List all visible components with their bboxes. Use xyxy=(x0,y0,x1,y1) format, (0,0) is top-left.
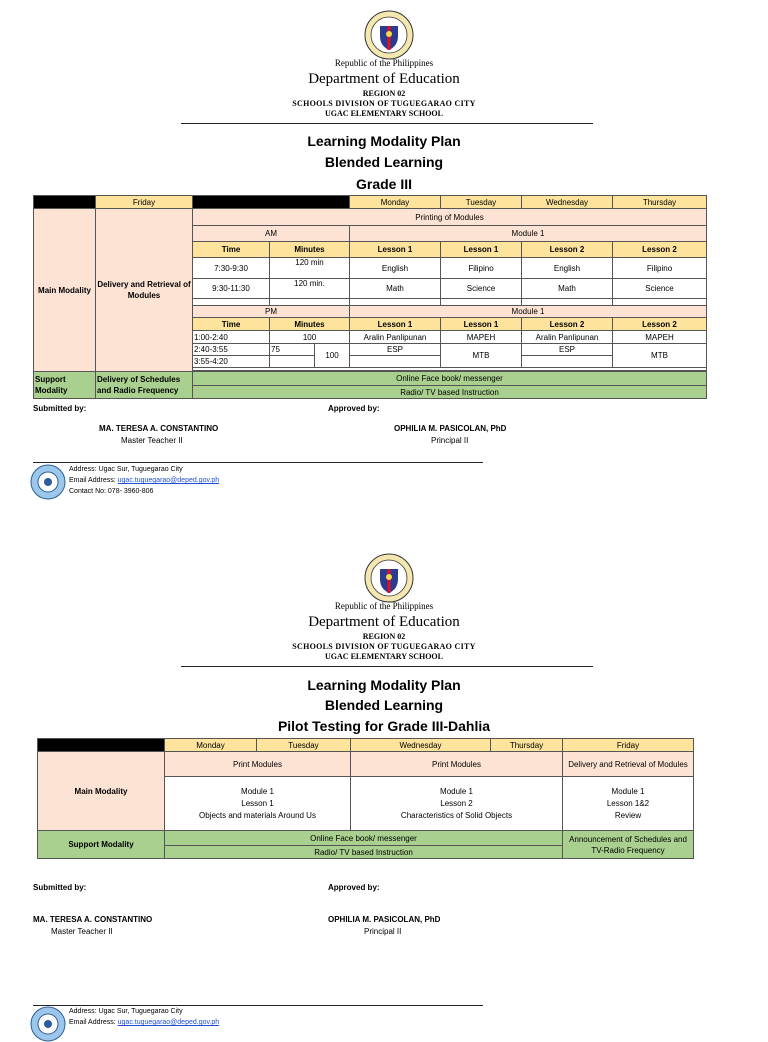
subject-cell: Math xyxy=(350,279,441,299)
time-cell: 2:40-3:55 xyxy=(193,344,270,356)
region-text: REGION 02 xyxy=(362,89,406,98)
submitted-label: Submitted by: xyxy=(33,883,87,892)
time-cell: 3:55-4:20 xyxy=(193,356,270,368)
footer-email-label: Email Address: xyxy=(69,1019,118,1026)
lesson-header: Lesson 2 xyxy=(522,318,613,331)
print-modules-label: Print Modules xyxy=(351,752,563,777)
principal-role: Principal II xyxy=(431,436,469,445)
day-header: Wednesday xyxy=(522,196,613,209)
page2-grade: Pilot Testing for Grade III-Dahlia xyxy=(277,718,491,734)
am-label: AM xyxy=(193,226,350,242)
footer-email-link[interactable]: ugac.tuguegarao@deped.gov.ph xyxy=(117,1019,220,1026)
teacher-role: Master Teacher II xyxy=(121,436,183,445)
footer-address: Address: Ugac Sur, Tuguegarao City xyxy=(69,466,183,473)
module-label: Module 1 xyxy=(350,226,707,242)
lesson-block xyxy=(563,777,694,831)
lesson-header: Lesson 2 xyxy=(613,242,707,258)
department-text: Department of Education xyxy=(308,71,460,87)
lesson-line: Lesson 1 xyxy=(241,798,274,808)
republic-text: Republic of the Philippines xyxy=(334,601,434,611)
day-header: Monday xyxy=(350,196,441,209)
subject-cell: English xyxy=(350,258,441,279)
minutes-cell: 120 min. xyxy=(270,279,350,299)
print-modules-label: Print Modules xyxy=(165,752,351,777)
footer-address: Address: Ugac Sur, Tuguegarao City xyxy=(69,1008,183,1015)
day-header: Friday xyxy=(96,196,193,209)
approved-label: Approved by: xyxy=(328,883,380,892)
pm-label: PM xyxy=(193,306,350,318)
minutes-cell: 120 min xyxy=(270,258,350,279)
modality-plan-table-2 xyxy=(37,738,694,859)
support-delivery-label: Delivery of Schedules and Radio Frequency xyxy=(96,372,193,399)
lesson-header: Lesson 1 xyxy=(441,242,522,258)
principal-name: OPHILIA M. PASICOLAN, PhD xyxy=(328,915,441,924)
subject-cell: English xyxy=(522,258,613,279)
online-label: Online Face book/ messenger xyxy=(193,372,707,386)
spacer-cell xyxy=(350,356,441,368)
minutes-header: Minutes xyxy=(270,242,350,258)
spacer-cell xyxy=(270,299,350,306)
day-header: Monday xyxy=(165,739,257,752)
online-label: Online Face book/ messenger xyxy=(165,831,563,846)
announcement-label: Announcement of Schedules and TV-Radio Frequency xyxy=(563,831,694,859)
spacer-cell xyxy=(193,299,270,306)
printing-label: Printing of Modules xyxy=(193,209,707,226)
day-header: Thursday xyxy=(613,196,707,209)
header-divider xyxy=(181,666,593,667)
subject-cell: Aralin Panlipunan xyxy=(522,331,613,344)
subject-cell: MAPEH xyxy=(613,331,707,344)
division-text: SCHOOLS DIVISION OF TUGUEGARAO CITY xyxy=(292,99,476,108)
spacer-cell xyxy=(350,299,441,306)
principal-role: Principal II xyxy=(364,927,402,936)
corner-cell xyxy=(38,739,165,752)
main-modality-label: Main Modality xyxy=(38,752,165,831)
teacher-name: MA. TERESA A. CONSTANTINO xyxy=(33,915,153,924)
module-line: Module 1 xyxy=(241,786,274,796)
subject-cell: Filipino xyxy=(613,258,707,279)
radio-label: Radio/ TV based Instruction xyxy=(165,846,563,859)
footer-email-link[interactable]: ugac.tuguegarao@deped.gov.ph xyxy=(117,477,220,484)
support-modality-label: Support Modality xyxy=(38,831,165,859)
submitted-label: Submitted by: xyxy=(33,404,87,413)
topic-line: Objects and materials Around Us xyxy=(199,810,316,820)
time-header: Time xyxy=(193,242,270,258)
school-logo-icon xyxy=(30,1006,66,1042)
subject-cell: Aralin Panlipunan xyxy=(350,331,441,344)
time-cell: 7:30-9:30 xyxy=(193,258,270,279)
module-label: Module 1 xyxy=(350,306,707,318)
day-header: Tuesday xyxy=(257,739,351,752)
subject-cell: Math xyxy=(522,279,613,299)
region-text: REGION 02 xyxy=(362,632,406,641)
footer-divider xyxy=(33,462,483,463)
minutes-cell: 100 xyxy=(270,331,350,344)
corner-cell xyxy=(34,196,96,209)
footer-email-row xyxy=(69,475,219,486)
page1-grade: Grade III xyxy=(355,176,413,192)
day-header: Wednesday xyxy=(351,739,491,752)
delivery-label: Delivery and Retrieval of Modules xyxy=(96,209,193,372)
lesson-line: Lesson 2 xyxy=(440,798,473,808)
page1-title: Learning Modality Plan xyxy=(307,133,461,149)
page2-subtitle: Blended Learning xyxy=(324,697,444,713)
department-text: Department of Education xyxy=(308,614,460,630)
friday-delivery-label: Delivery and Retrieval of Modules xyxy=(563,752,694,777)
subject-cell: Filipino xyxy=(441,258,522,279)
subject-cell: MTB xyxy=(613,344,707,368)
principal-name: OPHILIA M. PASICOLAN, PhD xyxy=(394,424,507,433)
lesson-header: Lesson 1 xyxy=(350,318,441,331)
lesson-header: Lesson 2 xyxy=(522,242,613,258)
lesson-header: Lesson 1 xyxy=(441,318,522,331)
approved-label: Approved by: xyxy=(328,404,380,413)
footer-contact: Contact No: 078- 3960-806 xyxy=(69,488,154,495)
subject-cell: ESP xyxy=(522,344,613,356)
school-logo-icon xyxy=(30,464,66,500)
lesson-line: Lesson 1&2 xyxy=(606,798,650,808)
modality-plan-table-1 xyxy=(33,195,707,399)
spacer-cell xyxy=(522,356,613,368)
module-line: Module 1 xyxy=(440,786,473,796)
header-divider xyxy=(181,123,593,124)
topic-line: Review xyxy=(614,810,642,820)
spacer-cell xyxy=(270,356,315,368)
school-text: UGAC ELEMENTARY SCHOOL xyxy=(325,109,443,118)
topic-line: Characteristics of Solid Objects xyxy=(400,810,513,820)
blank-header xyxy=(193,196,350,209)
subject-cell: MAPEH xyxy=(441,331,522,344)
subject-cell: Science xyxy=(441,279,522,299)
subject-cell: MTB xyxy=(441,344,522,368)
deped-seal-icon xyxy=(364,10,414,60)
minutes-cell: 75 xyxy=(270,344,315,356)
module-line: Module 1 xyxy=(611,786,645,796)
main-modality-label: Main Modality xyxy=(34,209,96,372)
day-header: Thursday xyxy=(491,739,563,752)
republic-text: Republic of the Philippines xyxy=(334,58,434,68)
radio-label: Radio/ TV based Instruction xyxy=(193,386,707,399)
lesson-block xyxy=(165,777,351,831)
deped-seal-icon xyxy=(364,553,414,603)
footer-email-label: Email Address: xyxy=(69,477,118,484)
subject-cell: ESP xyxy=(350,344,441,356)
footer-email-row xyxy=(69,1017,219,1028)
time-cell: 1:00-2:40 xyxy=(193,331,270,344)
page1-subtitle: Blended Learning xyxy=(324,154,444,170)
page2-title: Learning Modality Plan xyxy=(307,677,461,693)
day-header: Friday xyxy=(563,739,694,752)
minutes-total-cell: 100 xyxy=(315,344,350,368)
lesson-header: Lesson 2 xyxy=(613,318,707,331)
division-text: SCHOOLS DIVISION OF TUGUEGARAO CITY xyxy=(292,642,476,651)
lesson-block xyxy=(351,777,563,831)
spacer-cell xyxy=(613,299,707,306)
lesson-header: Lesson 1 xyxy=(350,242,441,258)
spacer-cell xyxy=(522,299,613,306)
day-header: Tuesday xyxy=(441,196,522,209)
teacher-name: MA. TERESA A. CONSTANTINO xyxy=(99,424,219,433)
minutes-header: Minutes xyxy=(270,318,350,331)
support-modality-label: Support Modality xyxy=(34,372,96,399)
spacer-cell xyxy=(441,299,522,306)
time-cell: 9:30-11:30 xyxy=(193,279,270,299)
time-header: Time xyxy=(193,318,270,331)
teacher-role: Master Teacher II xyxy=(51,927,113,936)
school-text: UGAC ELEMENTARY SCHOOL xyxy=(325,652,443,661)
subject-cell: Science xyxy=(613,279,707,299)
